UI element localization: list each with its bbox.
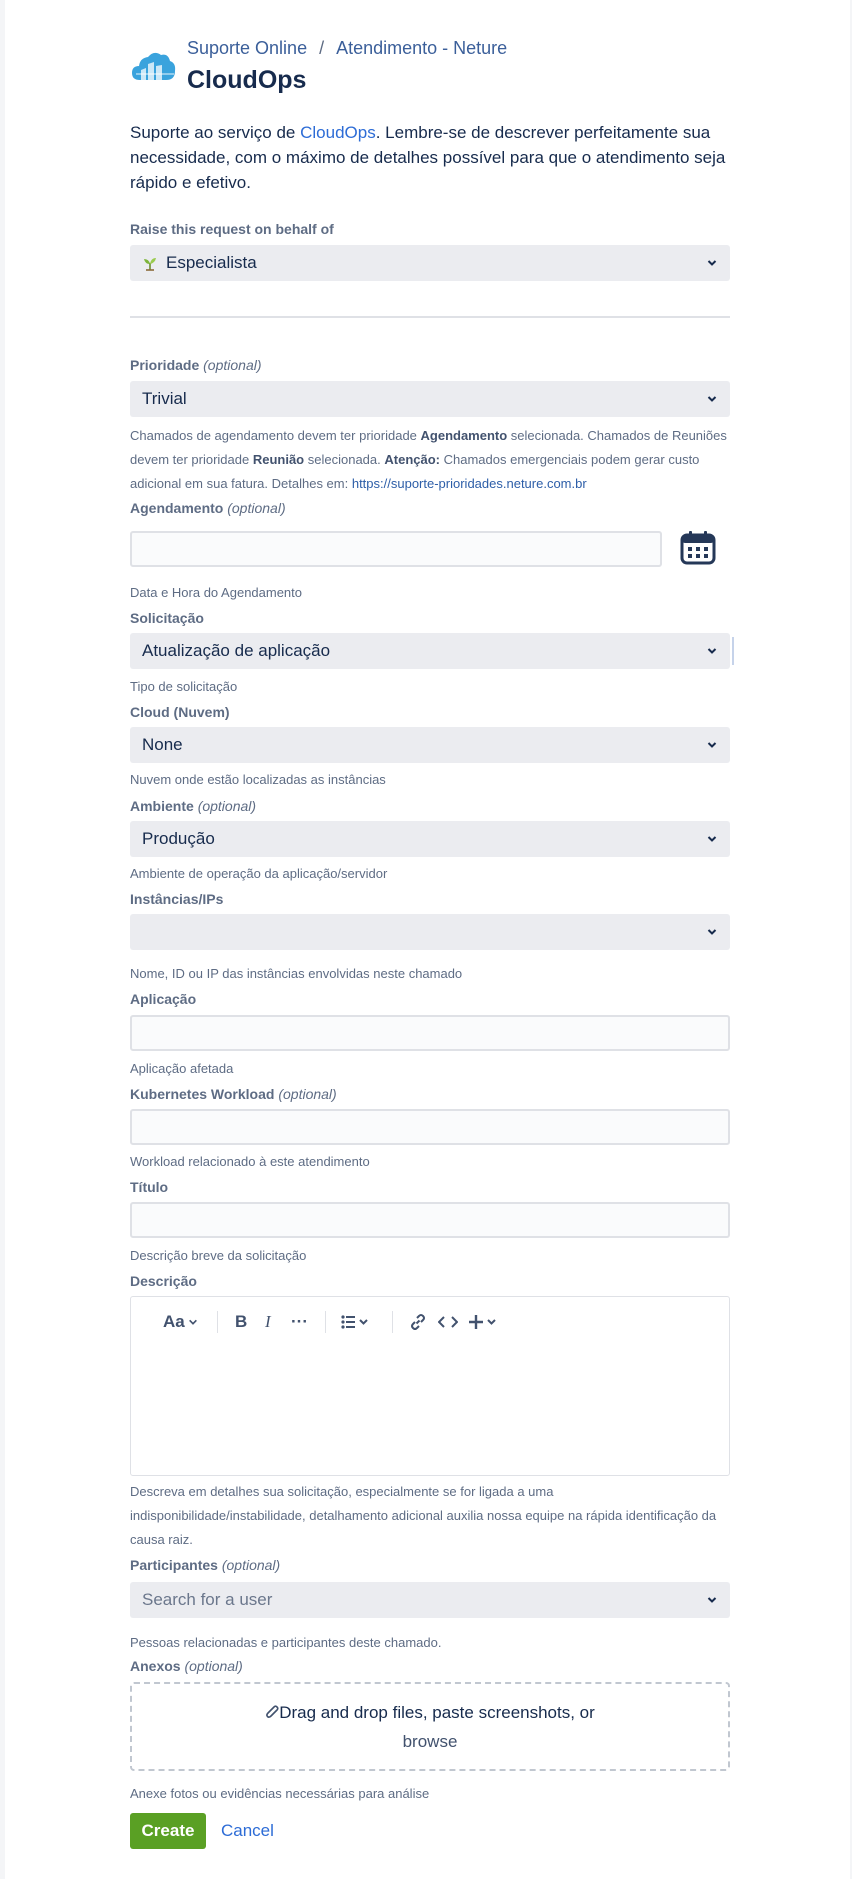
help-bold: Reunião [252,452,305,467]
on-behalf-select[interactable] [130,245,730,281]
chevron-down-icon [188,1317,198,1327]
prioridades-link[interactable]: https://suporte-prioridades.neture.com.br [351,476,587,491]
attachment-dropzone[interactable] [130,1682,730,1771]
chevron-down-icon [706,833,718,845]
help-text: selecionada. Chamados de Reuniões devem ter prioridade [130,428,727,467]
instancias-label: Instâncias/IPs [130,891,224,907]
descricao-editor[interactable] [130,1296,730,1476]
help-bold: Atenção: [384,452,440,467]
descricao-help: Descreva em detalhes sua solicitação, especialmente se for ligada a uma indisponibilidade/instabilidade, detalhamento adicional auxilia nossa equipe na rápida identificação da causa raiz. [130,1484,717,1547]
breadcrumb-portal-link[interactable]: Suporte Online [187,38,308,58]
solicitacao-label: Solicitação [130,610,204,626]
editor-toolbar [131,1297,729,1347]
kubernetes-help: Workload relacionado à este atendimento [130,1154,370,1169]
cancel-button[interactable]: Cancel [221,1821,274,1840]
italic-button[interactable]: I [265,1312,271,1331]
participantes-select[interactable] [130,1582,730,1618]
cloud-logo-icon [130,50,176,84]
ambiente-help: Ambiente de operação da aplicação/servidor [130,866,388,881]
chevron-down-icon [706,926,718,938]
solicitacao-help: Tipo de solicitação [130,679,238,694]
help-text: Chamados de agendamento devem ter prioridade [130,428,421,443]
calendar-icon[interactable] [680,530,716,566]
help-text: Chamados emergenciais podem gerar custo adicional em sua fatura. Detalhes em: [130,452,700,491]
agendamento-help: Data e Hora do Agendamento [130,585,303,600]
breadcrumb-desk-link[interactable]: Atendimento - Neture [336,38,508,58]
chevron-down-icon [706,393,718,405]
text-style-label: Aa [163,1312,185,1331]
intro-before: Suporte ao serviço de [130,123,301,142]
section-divider [130,316,730,318]
kubernetes-label [130,1086,337,1102]
dropzone-line [132,1698,728,1727]
select-focus-indicator [732,637,734,665]
bold-button[interactable]: B [235,1312,248,1331]
link-icon [409,1313,427,1331]
optional-marker: (optional) [278,1086,337,1102]
chevron-down-icon [706,1594,718,1606]
chevron-down-icon [706,257,718,269]
agendamento-label-text: Agendamento [130,500,224,516]
participantes-help: Pessoas relacionadas e participantes deste chamado. [130,1635,442,1650]
anexos-label [130,1658,243,1674]
prioridade-value: Trivial [142,389,187,408]
solicitacao-value: Atualização de aplicação [142,641,331,660]
anexos-label-text: Anexos [130,1658,181,1674]
aplicacao-label: Aplicação [130,991,197,1007]
optional-marker: (optional) [203,357,262,373]
text-style-button[interactable] [163,1311,198,1333]
prioridade-label-text: Prioridade [130,357,200,373]
optional-marker: (optional) [184,1658,243,1674]
chevron-down-icon [706,739,718,751]
insert-button[interactable] [468,1311,498,1333]
on-behalf-label: Raise this request on behalf of [130,221,334,237]
titulo-input[interactable] [130,1202,730,1238]
page-title: CloudOps [187,66,307,94]
ambiente-value: Produção [142,829,215,848]
request-page [5,0,850,1879]
code-icon [438,1315,458,1329]
optional-marker: (optional) [227,500,286,516]
prioridade-help [130,424,730,496]
create-button[interactable]: Create [130,1813,206,1849]
solicitacao-select[interactable] [130,633,730,669]
help-text: selecionada. [304,452,385,467]
titulo-help: Descrição breve da solicitação [130,1248,307,1263]
participantes-label-text: Participantes [130,1557,218,1573]
ambiente-label-text: Ambiente [130,798,194,814]
link-button[interactable] [409,1311,427,1333]
optional-marker: (optional) [197,798,257,814]
ambiente-select[interactable] [130,821,730,857]
kubernetes-label-text: Kubernetes Workload [130,1086,275,1102]
instancias-select[interactable] [130,914,730,950]
bullet-list-button[interactable] [341,1311,369,1333]
dropzone-text: Drag and drop files, paste screenshots, or [279,1703,595,1722]
descricao-label: Descrição [130,1273,197,1289]
toolbar-separator [217,1311,218,1333]
on-behalf-value: Especialista [166,253,257,272]
agendamento-label [130,500,286,516]
ambiente-label [130,798,256,814]
cloud-select[interactable] [130,727,730,763]
cloud-help: Nuvem onde estão localizadas as instâncias [130,772,386,787]
browse-link[interactable]: browse [402,1732,458,1751]
aplicacao-help: Aplicação afetada [130,1061,234,1076]
help-bold: Agendamento [420,428,508,443]
breadcrumb-separator: / [319,38,325,58]
more-formatting-button[interactable]: ··· [291,1312,308,1331]
anexos-help: Anexe fotos ou evidências necessárias para análise [130,1786,430,1801]
paperclip-icon [265,1704,279,1720]
kubernetes-input[interactable] [130,1109,730,1145]
prioridade-select[interactable] [130,381,730,417]
intro-cloudops-link[interactable]: CloudOps [300,123,376,142]
optional-marker: (optional) [221,1557,281,1573]
toolbar-separator [392,1311,393,1333]
agendamento-input[interactable] [130,531,662,567]
toolbar-separator [325,1311,326,1333]
chevron-down-icon [706,645,718,657]
aplicacao-input[interactable] [130,1015,730,1051]
sprout-icon [142,255,158,271]
bullet-list-icon [341,1315,369,1329]
plus-icon [468,1314,498,1330]
intro-after: . Lembre-se de descrever perfeitamente sua necessidade, com o máximo de detalhes possível para que o atendimento seja rápido e efetivo. [130,123,726,192]
instancias-help: Nome, ID ou IP das instâncias envolvidas neste chamado [130,966,463,981]
intro-text [130,120,730,195]
cloud-value: None [142,735,183,754]
portal-header [130,38,730,98]
code-button[interactable] [438,1311,458,1333]
breadcrumb [187,38,507,59]
prioridade-label [130,357,262,373]
cloud-label: Cloud (Nuvem) [130,704,230,720]
participantes-placeholder: Search for a user [142,1590,273,1609]
participantes-label [130,1557,280,1573]
titulo-label: Título [130,1179,169,1195]
